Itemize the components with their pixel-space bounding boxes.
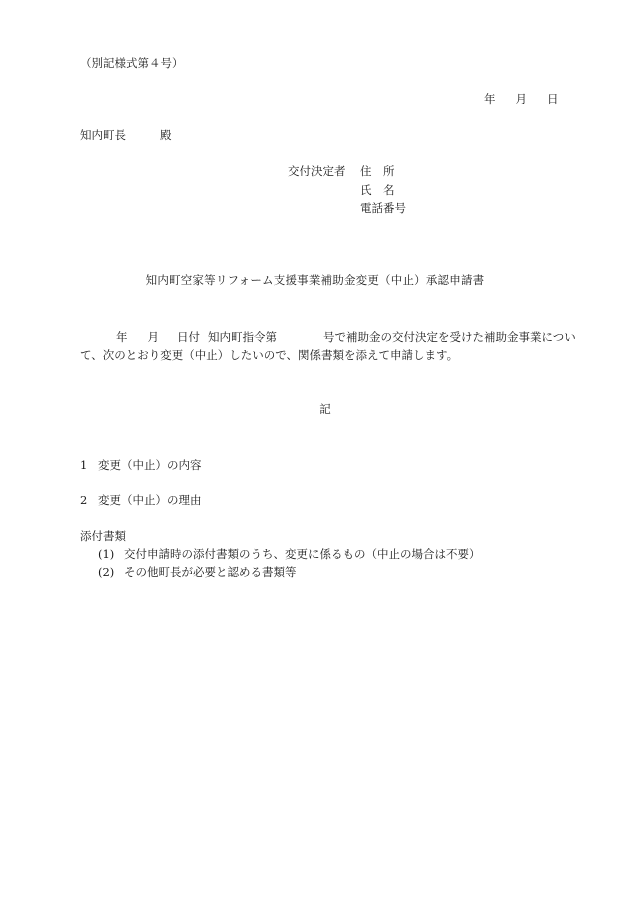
ki-heading: 記 — [319, 402, 331, 416]
name-label: 氏 名 — [360, 183, 395, 197]
item-text: 変更（中止）の内容 — [98, 458, 202, 472]
attachment-number: (2) — [98, 565, 115, 579]
body-month: 月 — [147, 330, 159, 344]
body-year: 年 — [116, 330, 128, 344]
date-year-label: 年 — [484, 92, 496, 106]
item-number: 2 — [80, 493, 88, 507]
addressee-honorific: 殿 — [160, 128, 172, 142]
body-order-prefix: 知内町指令第 — [208, 330, 277, 344]
item-number: 1 — [80, 458, 88, 472]
date-line — [484, 93, 559, 107]
attachment-text: 交付申請時の添付書類のうち、変更に係るもの（中止の場合は不要） — [124, 547, 481, 561]
attachments-heading: 添付書類 — [80, 529, 126, 543]
phone-label: 電話番号 — [360, 201, 406, 215]
body-paragraph — [80, 328, 580, 364]
attachment-text: その他町長が必要と認める書類等 — [124, 565, 297, 579]
attachment-number: (1) — [98, 547, 115, 561]
date-day-label: 日 — [547, 92, 559, 106]
addressee — [80, 129, 172, 143]
document-title: 知内町空家等リフォーム支援事業補助金変更（中止）承認申請書 — [145, 273, 485, 287]
address-label: 住 所 — [360, 164, 395, 178]
body-date-suffix: 日付 — [177, 330, 200, 344]
date-month-label: 月 — [515, 92, 527, 106]
item-2 — [80, 494, 202, 508]
addressee-name: 知内町長 — [80, 128, 126, 142]
applicant-label: 交付決定者 — [288, 164, 346, 178]
item-1 — [80, 459, 202, 473]
attachment-item-1 — [98, 548, 481, 562]
form-number: （別記様式第４号） — [80, 56, 184, 70]
item-text: 変更（中止）の理由 — [98, 493, 202, 507]
body-text: 号で補助金の交付決定を受けた補助金事業について、次のとおり変更（中止）したいので、関係書類を添えて申請します。 — [80, 330, 576, 362]
attachment-item-2 — [98, 566, 297, 580]
